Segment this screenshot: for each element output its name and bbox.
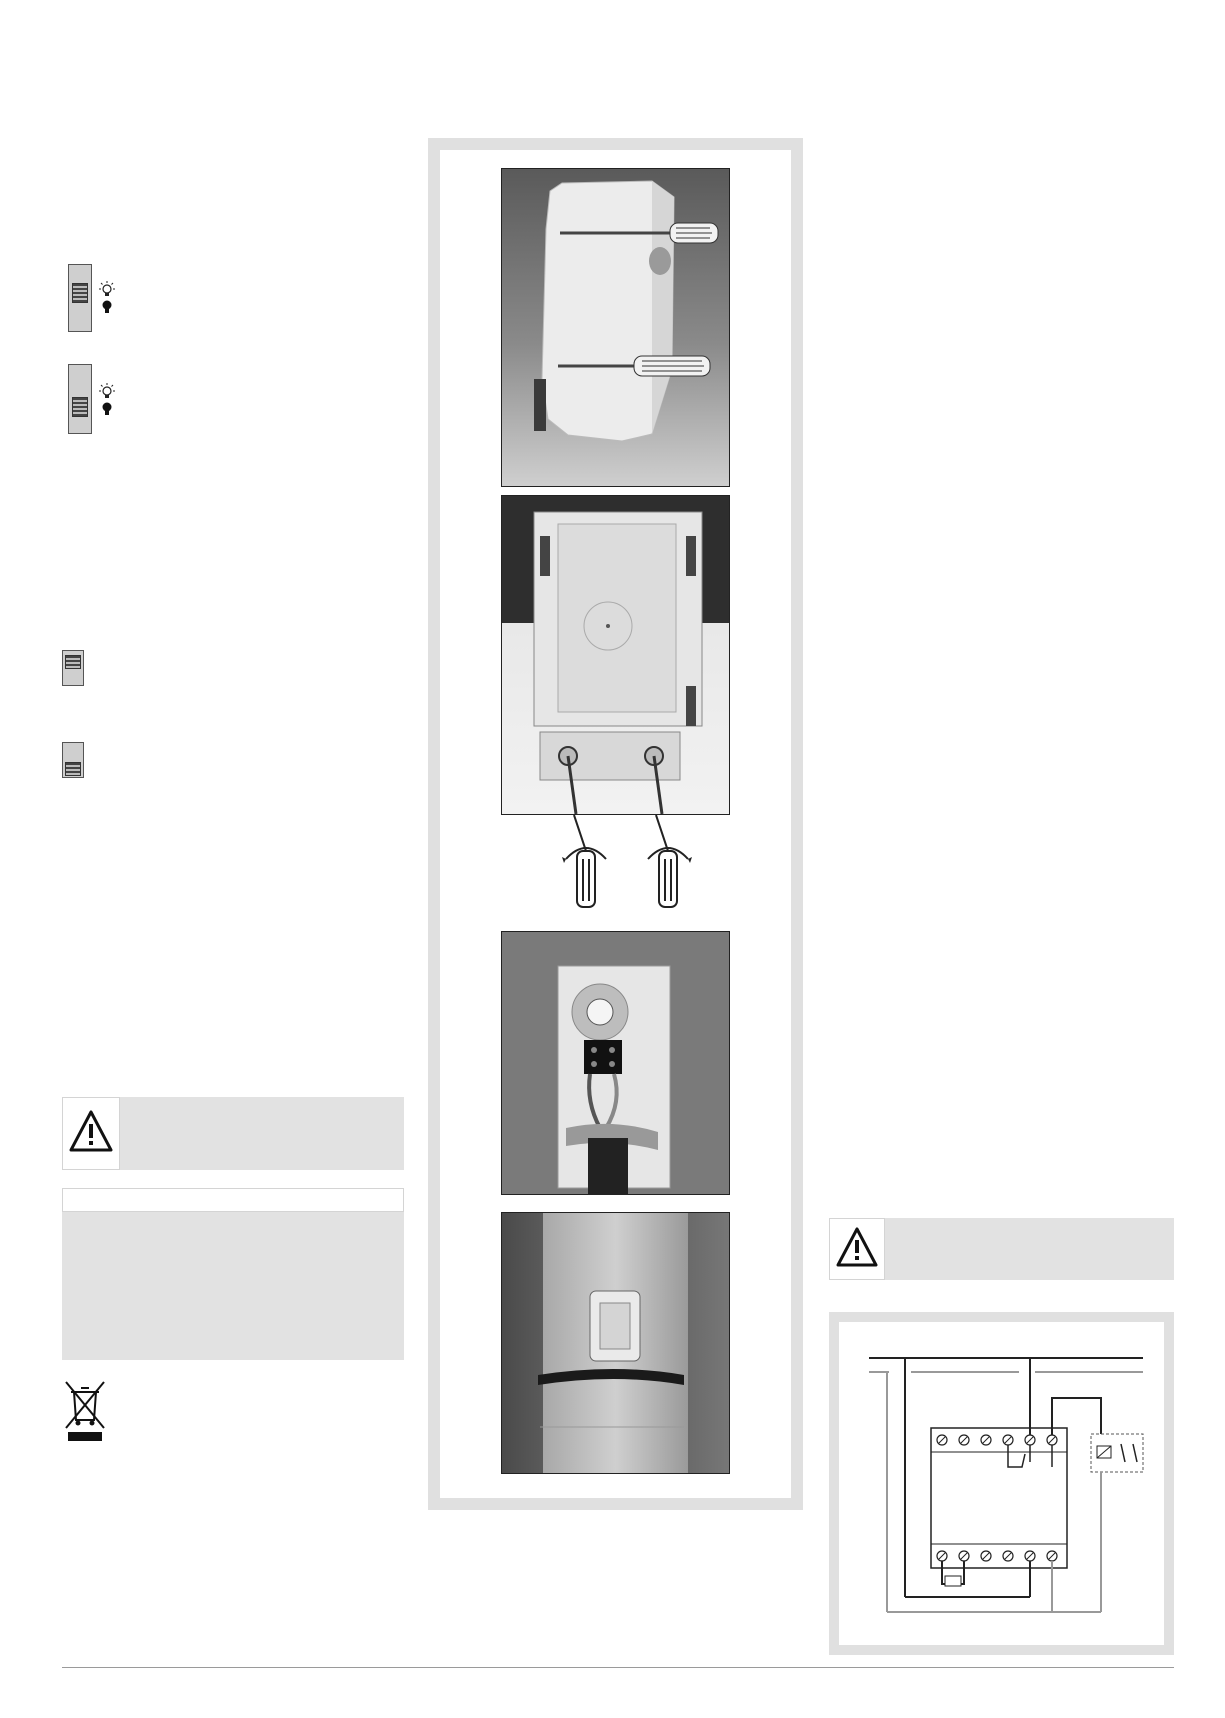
light-bulb-icons (96, 280, 118, 316)
switch-upper-light-icon (68, 264, 92, 332)
warning-triangle-icon (830, 1219, 884, 1279)
switch-lower-light-icon (68, 364, 92, 434)
wiring-diagram-panel (829, 1312, 1174, 1655)
warning-box (62, 1097, 404, 1170)
photo-mounted-on-pole (501, 1212, 730, 1474)
screwdriver-rotation-icons (560, 815, 710, 915)
switch-upper-icon (62, 650, 84, 686)
wiring-diagram (839, 1322, 1164, 1645)
light-bulb-icons (96, 382, 118, 418)
warning-triangle-icon (63, 1098, 119, 1169)
photo-base-screws (501, 495, 730, 815)
photo-housing-screwdrivers (501, 168, 730, 487)
photo-wiring-inside (501, 931, 730, 1195)
footer-rule (62, 1667, 1174, 1668)
weee-crossed-bin-icon (62, 1378, 108, 1442)
warning-box-right (829, 1218, 1174, 1280)
note-box (62, 1188, 404, 1360)
figure-panel (428, 138, 803, 1510)
switch-lower-icon (62, 742, 84, 778)
